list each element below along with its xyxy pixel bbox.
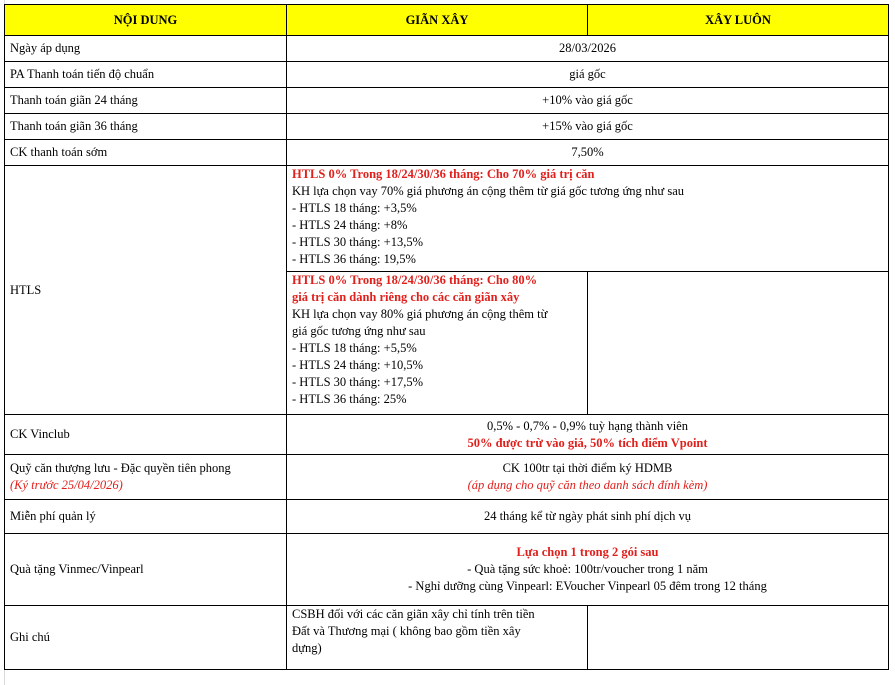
htls-80-title-1: HTLS 0% Trong 18/24/30/36 tháng: Cho 80% — [292, 273, 538, 287]
quy-can-note: (áp dụng cho quỹ căn theo danh sách đính kèm) — [467, 478, 708, 492]
value-quy-can[interactable] — [287, 455, 889, 500]
label-pa-thanh-toan[interactable]: PA Thanh toán tiến độ chuẩn — [5, 62, 287, 88]
htls-80-line: KH lựa chọn vay 80% giá phương án cộng thêm từ — [292, 307, 548, 321]
label-mien-phi[interactable]: Miễn phí quản lý — [5, 500, 287, 534]
label-ck-som[interactable]: CK thanh toán sớm — [5, 140, 287, 166]
htls-70-line: - HTLS 18 tháng: +3,5% — [292, 201, 417, 215]
row-ck-som — [5, 140, 889, 166]
htls-70-title: HTLS 0% Trong 18/24/30/36 tháng: Cho 70% giá trị căn — [292, 167, 595, 181]
htls-80-xay-luon-empty[interactable] — [588, 272, 889, 415]
row-gian-36 — [5, 114, 889, 140]
row-quy-can — [5, 455, 889, 500]
value-ck-vinclub[interactable] — [287, 415, 889, 455]
label-ck-vinclub[interactable]: CK Vinclub — [5, 415, 287, 455]
htls-80-line: - HTLS 18 tháng: +5,5% — [292, 341, 417, 355]
vinclub-vpoint: 50% được trừ vào giá, 50% tích điểm Vpoint — [467, 435, 708, 450]
header-xay-luon[interactable]: XÂY LUÔN — [588, 5, 889, 36]
row-ck-vinclub — [5, 415, 889, 455]
ghi-chu-xay-luon-empty[interactable] — [588, 606, 889, 670]
ghi-chu-line: dựng) — [292, 641, 322, 655]
row-mien-phi — [5, 500, 889, 534]
htls-80-line: - HTLS 36 tháng: 25% — [292, 392, 407, 406]
header-noi-dung[interactable]: NỘI DUNG — [5, 5, 287, 36]
htls-80-block[interactable] — [287, 272, 588, 415]
value-mien-phi[interactable]: 24 tháng kể từ ngày phát sinh phí dịch vụ — [287, 500, 889, 534]
row-ngay-ap-dung — [5, 36, 889, 62]
htls-70-block[interactable] — [287, 166, 889, 272]
header-gian-xay[interactable]: GIÃN XÂY — [287, 5, 588, 36]
label-htls[interactable]: HTLS — [5, 166, 287, 415]
policy-table — [4, 4, 889, 670]
value-ngay-ap-dung[interactable]: 28/03/2026 — [287, 36, 889, 62]
qua-tang-vinpearl: - Nghỉ dưỡng cùng Vinpearl: EVoucher Vinpearl 05 đêm trong 12 tháng — [408, 579, 767, 593]
qua-tang-health: - Quà tặng sức khoẻ: 100tr/voucher trong 1 năm — [467, 562, 708, 576]
label-gian-36[interactable]: Thanh toán giãn 36 tháng — [5, 114, 287, 140]
row-qua-tang — [5, 534, 889, 606]
label-ngay-ap-dung[interactable]: Ngày áp dụng — [5, 36, 287, 62]
vinclub-tiers: 0,5% - 0,7% - 0,9% tuỳ hạng thành viên — [486, 418, 688, 433]
htls-70-line: KH lựa chọn vay 70% giá phương án cộng thêm từ giá gốc tương ứng như sau — [292, 184, 684, 198]
htls-70-line: - HTLS 30 tháng: +13,5% — [292, 235, 423, 249]
value-qua-tang[interactable] — [287, 534, 889, 606]
quy-can-deadline: (Ký trước 25/04/2026) — [10, 478, 123, 492]
htls-80-line: giá gốc tương ứng như sau — [292, 324, 426, 338]
ghi-chu-line: Đất và Thương mại ( không bao gồm tiền xây — [292, 624, 521, 638]
htls-80-line: - HTLS 24 tháng: +10,5% — [292, 358, 423, 372]
qua-tang-choice: Lựa chọn 1 trong 2 gói sau — [516, 545, 659, 559]
label-gian-24[interactable]: Thanh toán giãn 24 tháng — [5, 88, 287, 114]
htls-80-title-2: giá trị căn dành riêng cho các căn giãn xây — [292, 290, 520, 304]
value-gian-24[interactable]: +10% vào giá gốc — [287, 88, 889, 114]
value-pa-thanh-toan[interactable]: giá gốc — [287, 62, 889, 88]
quy-can-ck: CK 100tr tại thời điểm ký HDMB — [502, 461, 673, 475]
label-quy-can[interactable] — [5, 455, 287, 500]
label-ghi-chu[interactable]: Ghi chú — [5, 606, 287, 670]
value-gian-36[interactable]: +15% vào giá gốc — [287, 114, 889, 140]
value-ck-som[interactable]: 7,50% — [287, 140, 889, 166]
ghi-chu-line: CSBH đối với các căn giãn xây chỉ tính trên tiền — [292, 607, 535, 621]
quy-can-title: Quỹ căn thượng lưu - Đặc quyền tiên phong — [10, 461, 231, 475]
htls-70-line: - HTLS 36 tháng: 19,5% — [292, 252, 416, 266]
row-ghi-chu — [5, 606, 889, 670]
row-pa-thanh-toan — [5, 62, 889, 88]
header-row — [5, 5, 889, 36]
htls-80-line: - HTLS 30 tháng: +17,5% — [292, 375, 423, 389]
label-qua-tang[interactable]: Quà tặng Vinmec/Vinpearl — [5, 534, 287, 606]
value-ghi-chu[interactable] — [287, 606, 588, 670]
htls-70-line: - HTLS 24 tháng: +8% — [292, 218, 408, 232]
row-htls-70 — [5, 166, 889, 272]
row-gian-24 — [5, 88, 889, 114]
